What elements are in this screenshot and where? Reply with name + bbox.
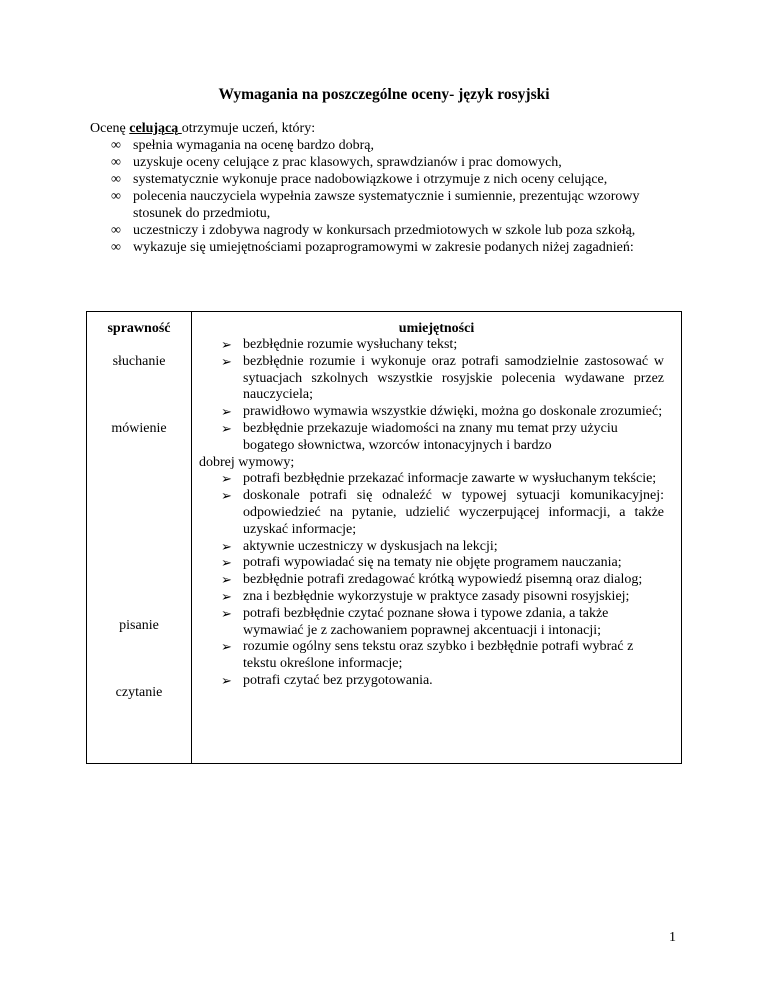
arrow-bullet-icon: ➢ [221, 572, 232, 588]
criteria-text: systematycznie wykonuje prace nadobowiązkowe i otrzymuje z nich oceny celujące, [133, 172, 608, 187]
arrow-bullet-icon: ➢ [221, 337, 232, 352]
infinity-bullet-icon: ∞ [111, 189, 121, 204]
infinity-bullet-icon: ∞ [111, 223, 121, 238]
ability-item [199, 673, 664, 690]
criteria-item [90, 188, 643, 222]
arrow-bullet-icon: ➢ [221, 420, 232, 436]
ability-text: bezbłędnie rozumie wysłuchany tekst; [243, 337, 458, 352]
ability-item [199, 606, 664, 640]
arrow-bullet-icon: ➢ [221, 404, 232, 420]
arrow-bullet-icon: ➢ [221, 672, 232, 688]
criteria-item [90, 137, 690, 154]
arrow-bullet-icon: ➢ [221, 538, 232, 554]
ability-item [199, 572, 664, 589]
arrow-bullet-icon: ➢ [221, 488, 232, 504]
page-number: 1 [669, 930, 676, 945]
ability-text: doskonale potrafi się odnaleźć w typowej sytuacji komunikacyjnej: odpowiedzieć na pytanie, udzielić wyczerpującej informacji, a także uzyskać informacje; [243, 488, 664, 537]
abilities-list [199, 337, 664, 690]
skill-writing: pisanie [119, 618, 159, 633]
criteria-item [90, 171, 690, 188]
table-header [87, 312, 681, 336]
intro-text-before: Ocenę [90, 121, 130, 136]
ability-item [199, 471, 664, 488]
ability-item [199, 421, 664, 455]
criteria-item [90, 154, 690, 171]
ability-text: aktywnie uczestniczy w dyskusjach na lekcji; [243, 538, 498, 554]
ability-text: potrafi czytać bez przygotowania. [243, 672, 433, 688]
ability-item [199, 589, 664, 606]
ability-item [199, 354, 664, 404]
ability-item [199, 555, 664, 572]
abilities-column [199, 337, 664, 690]
infinity-bullet-icon: ∞ [111, 240, 121, 255]
ability-text: rozumie ogólny sens tekstu oraz szybko i bezbłędnie potrafi wybrać z tekstu określone informacje; [243, 639, 634, 672]
criteria-list [90, 137, 690, 256]
ability-text: potrafi bezbłędnie czytać poznane słowa i typowe zdania, a także wymawiać je z zachowaniem poprawnej akcentuacji i intonacji; [243, 605, 609, 638]
ability-text: bezbłędnie przekazuje wiadomości na znany mu temat przy użyciu bogatego słownictwa, wzorców intonacyjnych i bardzo [243, 420, 618, 453]
ability-text: bezbłędnie rozumie i wykonuje oraz potrafi samodzielnie zastosować w sytuacjach szkolnych wszystkie rosyjskie polecenia wydawane przez nauczyciela; [243, 353, 664, 403]
criteria-text: spełnia wymagania na ocenę bardzo dobrą, [133, 138, 375, 153]
criteria-item [90, 222, 653, 239]
ability-text: prawidłowo wymawia wszystkie dźwięki, można go doskonale zrozumieć; [243, 404, 663, 420]
infinity-bullet-icon: ∞ [111, 172, 121, 187]
skills-table [86, 311, 682, 764]
skill-reading: czytanie [115, 685, 163, 700]
ability-continuation [199, 455, 664, 472]
criteria-text: polecenia nauczyciela wypełnia zawsze systematycznie i sumiennie, prezentując wzorowy stosunek do przedmiotu, [133, 189, 640, 221]
criteria-text: wykazuje się umiejętnościami pozaprogramowymi w zakresie podanych niżej zagadnień: [133, 240, 634, 255]
intro-text-after: otrzymuje uczeń, który: [181, 121, 316, 136]
ability-item [199, 404, 664, 421]
ability-text: bezbłędnie potrafi zredagować krótką wypowiedź pisemną oraz dialog; [243, 572, 643, 588]
ability-item [199, 337, 664, 354]
column-divider [191, 312, 192, 763]
arrow-bullet-icon: ➢ [221, 588, 232, 604]
ability-text: zna i bezbłędnie wykorzystuje w praktyce zasady pisowni rosyjskiej; [243, 588, 630, 604]
infinity-bullet-icon: ∞ [111, 155, 121, 170]
arrow-bullet-icon: ➢ [221, 555, 232, 571]
grade-name: celującą [129, 121, 182, 136]
document-title: Wymagania na poszczególne oceny- język rosyjski [218, 86, 550, 103]
arrow-bullet-icon: ➢ [221, 639, 232, 655]
skill-speaking: mówienie [111, 421, 167, 436]
skill-listening: słuchanie [112, 354, 166, 369]
criteria-item [90, 239, 690, 256]
ability-item [199, 488, 664, 538]
ability-text: potrafi wypowiadać się na tematy nie objęte programem nauczania; [243, 555, 622, 571]
ability-item [199, 539, 664, 556]
intro-line [90, 120, 690, 137]
ability-item [199, 639, 664, 673]
header-skill: sprawność [107, 321, 171, 336]
arrow-bullet-icon: ➢ [221, 471, 232, 487]
intro-section [90, 120, 690, 256]
infinity-bullet-icon: ∞ [111, 138, 121, 153]
ability-text: potrafi bezbłędnie przekazać informacje zawarte w wysłuchanym tekście; [243, 471, 657, 487]
criteria-text: uczestniczy i zdobywa nagrody w konkursach przedmiotowych w szkole lub poza szkołą, [133, 223, 636, 238]
ability-text: dobrej wymowy; [199, 454, 295, 470]
arrow-bullet-icon: ➢ [221, 605, 232, 621]
criteria-text: uzyskuje oceny celujące z prac klasowych, sprawdzianów i prac domowych, [133, 155, 562, 170]
arrow-bullet-icon: ➢ [221, 353, 232, 369]
header-abilities: umiejętności [398, 321, 475, 336]
